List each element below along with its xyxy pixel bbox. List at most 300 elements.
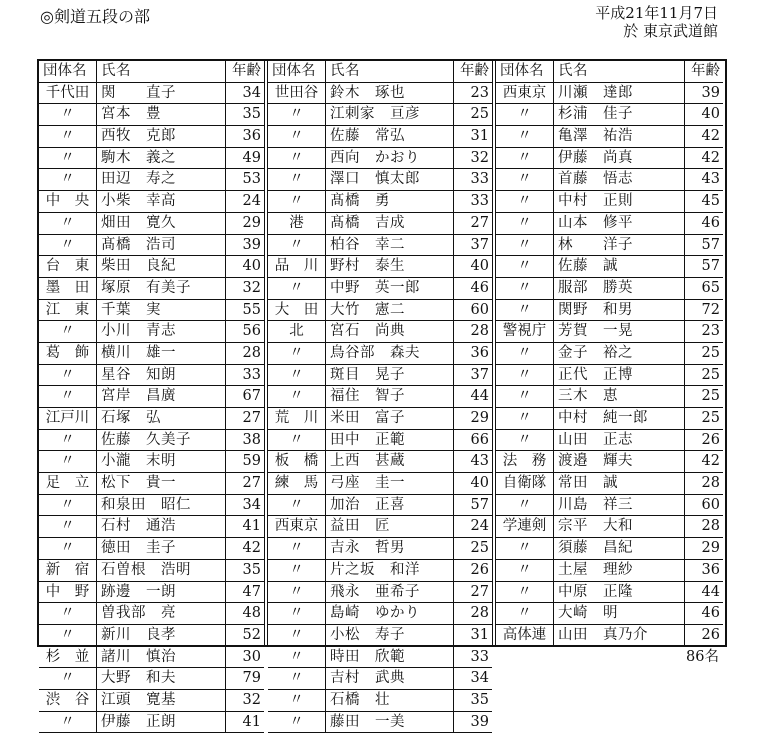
table-row bbox=[39, 690, 264, 712]
name-cell: 川島 祥三 bbox=[554, 495, 685, 516]
age-cell: 55 bbox=[242, 301, 261, 318]
table-row bbox=[39, 169, 264, 191]
table-row bbox=[496, 213, 723, 235]
table-row bbox=[496, 538, 723, 560]
age-cell: 33 bbox=[470, 648, 489, 665]
name-cell: 米田 富子 bbox=[326, 408, 454, 429]
age-cell: 39 bbox=[701, 84, 720, 101]
table-row bbox=[268, 582, 492, 604]
age-cell: 29 bbox=[242, 214, 261, 231]
table-row bbox=[496, 104, 723, 126]
table-header-row bbox=[268, 61, 492, 83]
table-row bbox=[496, 582, 723, 604]
name-cell: 髙橋 吉成 bbox=[326, 213, 454, 234]
event-venue: 於 東京武道館 bbox=[623, 22, 718, 40]
name-cell: 藤田 一美 bbox=[326, 712, 454, 733]
name-cell: 時田 欣範 bbox=[326, 647, 454, 668]
group-cell: 〃 bbox=[496, 235, 554, 256]
table-row bbox=[268, 625, 492, 647]
age-cell: 25 bbox=[701, 388, 720, 405]
table-row bbox=[39, 213, 264, 235]
name-cell: 佐藤 久美子 bbox=[97, 430, 226, 451]
age-cell: 41 bbox=[242, 518, 261, 535]
group-cell: 〃 bbox=[268, 343, 326, 364]
age-cell: 46 bbox=[701, 214, 720, 231]
age-cell: 53 bbox=[242, 171, 261, 188]
table-row bbox=[496, 603, 723, 625]
table-row bbox=[39, 300, 264, 322]
age-cell: 65 bbox=[701, 279, 720, 296]
group-cell: 〃 bbox=[268, 538, 326, 559]
table-row bbox=[496, 495, 723, 517]
name-cell: 新川 良孝 bbox=[97, 625, 226, 646]
group-cell: 〃 bbox=[496, 365, 554, 386]
name-cell: 川瀬 達郎 bbox=[554, 83, 685, 104]
age-cell: 43 bbox=[701, 171, 720, 188]
age-cell: 23 bbox=[470, 84, 489, 101]
age-cell: 48 bbox=[242, 605, 261, 622]
group-cell: 〃 bbox=[496, 603, 554, 624]
table-row bbox=[496, 256, 723, 278]
table-row bbox=[268, 538, 492, 560]
age-cell: 30 bbox=[242, 648, 261, 665]
name-cell: 中原 正隆 bbox=[554, 582, 685, 603]
table-row bbox=[39, 582, 264, 604]
table-column-2 bbox=[264, 61, 492, 730]
age-cell: 25 bbox=[701, 410, 720, 426]
name-cell: 大崎 明 bbox=[554, 603, 685, 624]
name-cell: 三木 恵 bbox=[554, 386, 685, 407]
age-cell: 60 bbox=[470, 301, 489, 318]
group-cell: 中 野 bbox=[39, 582, 97, 603]
name-cell: 山田 正志 bbox=[554, 430, 685, 451]
table-row bbox=[268, 148, 492, 170]
age-cell: 41 bbox=[242, 713, 261, 730]
group-cell: 練 馬 bbox=[268, 473, 326, 494]
age-cell: 33 bbox=[470, 171, 489, 188]
group-cell: 〃 bbox=[39, 538, 97, 559]
table-row bbox=[268, 386, 492, 408]
group-cell: 〃 bbox=[268, 560, 326, 581]
name-cell: 伊藤 尚真 bbox=[554, 148, 685, 169]
group-cell: 警視庁 bbox=[496, 321, 554, 342]
group-cell: 〃 bbox=[39, 386, 97, 407]
group-cell: 世田谷 bbox=[268, 83, 326, 104]
age-cell: 37 bbox=[470, 236, 489, 253]
table-row bbox=[39, 386, 264, 408]
age-cell: 35 bbox=[470, 691, 489, 708]
age-cell: 25 bbox=[701, 344, 720, 361]
name-cell: 常田 誠 bbox=[554, 473, 685, 494]
table-row bbox=[496, 430, 723, 452]
age-cell: 32 bbox=[242, 279, 261, 296]
name-cell: 大竹 憲二 bbox=[326, 300, 454, 321]
table-row bbox=[268, 647, 492, 669]
age-cell: 27 bbox=[242, 410, 261, 426]
age-cell: 32 bbox=[470, 149, 489, 166]
table-row bbox=[268, 712, 492, 733]
table-row bbox=[496, 235, 723, 257]
group-cell: 〃 bbox=[39, 148, 97, 169]
table-row bbox=[39, 495, 264, 517]
group-cell: 〃 bbox=[496, 430, 554, 451]
name-cell: 吉村 武典 bbox=[326, 668, 454, 689]
age-cell: 67 bbox=[242, 388, 261, 405]
name-cell: 宮岸 昌廣 bbox=[97, 386, 226, 407]
table-row bbox=[268, 408, 492, 430]
age-cell: 26 bbox=[701, 626, 720, 643]
group-cell: 江戸川 bbox=[39, 408, 97, 429]
name-cell: 小松 寿子 bbox=[326, 625, 454, 646]
age-cell: 24 bbox=[242, 193, 261, 210]
name-cell: 小川 青志 bbox=[97, 321, 226, 342]
name-cell: 佐藤 常弘 bbox=[326, 126, 454, 147]
name-cell: 和泉田 昭仁 bbox=[97, 495, 226, 516]
age-cell: 52 bbox=[242, 626, 261, 643]
total-row bbox=[496, 647, 723, 669]
name-cell: 駒木 義之 bbox=[97, 148, 226, 169]
group-cell: 〃 bbox=[268, 169, 326, 190]
age-cell: 47 bbox=[242, 583, 261, 600]
name-cell: 跡邊 一朗 bbox=[97, 582, 226, 603]
table-row bbox=[39, 148, 264, 170]
name-cell: 福住 智子 bbox=[326, 386, 454, 407]
table-row bbox=[39, 408, 264, 430]
name-cell: 澤口 慎太郎 bbox=[326, 169, 454, 190]
group-cell: 〃 bbox=[496, 538, 554, 559]
table-row bbox=[496, 473, 723, 495]
table-row bbox=[268, 278, 492, 300]
age-cell: 28 bbox=[470, 323, 489, 340]
group-cell: 〃 bbox=[39, 451, 97, 472]
table-row bbox=[39, 430, 264, 452]
table-row bbox=[268, 668, 492, 690]
table-row bbox=[39, 560, 264, 582]
table-row bbox=[39, 256, 264, 278]
age-cell: 42 bbox=[242, 540, 261, 557]
table-row bbox=[496, 191, 723, 213]
group-cell: 杉 並 bbox=[39, 647, 97, 668]
table-row bbox=[39, 365, 264, 387]
name-cell: 石村 通浩 bbox=[97, 516, 226, 537]
table-row bbox=[496, 148, 723, 170]
name-cell: 斑目 晃子 bbox=[326, 365, 454, 386]
group-cell: 千代田 bbox=[39, 83, 97, 104]
table-row bbox=[268, 343, 492, 365]
table-row bbox=[39, 451, 264, 473]
name-cell: 服部 勝英 bbox=[554, 278, 685, 299]
name-cell: 宮石 尚典 bbox=[326, 321, 454, 342]
table-row bbox=[268, 213, 492, 235]
group-cell: 〃 bbox=[496, 278, 554, 299]
group-cell: 〃 bbox=[496, 213, 554, 234]
name-cell: 宗平 大和 bbox=[554, 516, 685, 537]
age-cell: 25 bbox=[470, 540, 489, 557]
age-cell: 39 bbox=[470, 713, 489, 730]
age-cell: 45 bbox=[701, 193, 720, 210]
name-cell: 佐藤 誠 bbox=[554, 256, 685, 277]
age-cell: 24 bbox=[470, 518, 489, 535]
table-row bbox=[268, 473, 492, 495]
results-table bbox=[37, 59, 727, 730]
table-row bbox=[268, 690, 492, 712]
age-cell: 27 bbox=[470, 214, 489, 231]
group-cell: 西東京 bbox=[496, 83, 554, 104]
table-row bbox=[268, 83, 492, 105]
name-cell: 石塚 弘 bbox=[97, 408, 226, 429]
table-row bbox=[496, 126, 723, 148]
group-cell: 高体連 bbox=[496, 625, 554, 646]
group-cell: 〃 bbox=[496, 300, 554, 321]
group-cell: 〃 bbox=[268, 625, 326, 646]
table-row bbox=[268, 603, 492, 625]
table-row bbox=[39, 104, 264, 126]
group-cell: 〃 bbox=[39, 668, 97, 689]
group-cell: 〃 bbox=[268, 495, 326, 516]
table-row bbox=[496, 300, 723, 322]
age-cell: 26 bbox=[470, 561, 489, 578]
age-cell: 44 bbox=[470, 388, 489, 405]
name-cell: 柏谷 幸二 bbox=[326, 235, 454, 256]
age-cell: 46 bbox=[701, 605, 720, 622]
name-cell: 西向 かおり bbox=[326, 148, 454, 169]
group-cell: 〃 bbox=[39, 495, 97, 516]
table-header-row bbox=[496, 61, 723, 83]
group-cell: 〃 bbox=[496, 343, 554, 364]
age-cell: 57 bbox=[701, 236, 720, 253]
group-cell: 墨 田 bbox=[39, 278, 97, 299]
name-cell: 関 直子 bbox=[97, 83, 226, 104]
header-group: 団体名 bbox=[496, 61, 554, 82]
group-cell: 〃 bbox=[268, 582, 326, 603]
name-cell: 千葉 実 bbox=[97, 300, 226, 321]
age-cell: 42 bbox=[701, 128, 720, 145]
group-cell: 〃 bbox=[268, 430, 326, 451]
group-cell: 〃 bbox=[268, 712, 326, 733]
age-cell: 42 bbox=[701, 149, 720, 166]
name-cell: 杉浦 佳子 bbox=[554, 104, 685, 125]
table-row bbox=[268, 104, 492, 126]
table-row bbox=[268, 560, 492, 582]
group-cell: 〃 bbox=[496, 386, 554, 407]
age-cell: 37 bbox=[470, 366, 489, 383]
age-cell: 79 bbox=[242, 670, 261, 687]
table-row bbox=[268, 495, 492, 517]
table-row bbox=[39, 343, 264, 365]
group-cell: 自衛隊 bbox=[496, 473, 554, 494]
group-cell: 品 川 bbox=[268, 256, 326, 277]
group-cell: 板 橋 bbox=[268, 451, 326, 472]
name-cell: 林 洋子 bbox=[554, 235, 685, 256]
header-age: 年齢 bbox=[691, 63, 720, 79]
table-row bbox=[39, 321, 264, 343]
group-cell: 葛 飾 bbox=[39, 343, 97, 364]
group-cell: 港 bbox=[268, 213, 326, 234]
name-cell: 島崎 ゆかり bbox=[326, 603, 454, 624]
group-cell: 〃 bbox=[39, 625, 97, 646]
header-name: 氏名 bbox=[326, 61, 454, 82]
group-cell: 〃 bbox=[496, 408, 554, 429]
age-cell: 40 bbox=[701, 106, 720, 123]
table-row bbox=[268, 300, 492, 322]
group-cell: 中 央 bbox=[39, 191, 97, 212]
name-cell: 加治 正喜 bbox=[326, 495, 454, 516]
table-row bbox=[496, 343, 723, 365]
age-cell: 57 bbox=[470, 496, 489, 513]
name-cell: 上西 甚蔵 bbox=[326, 451, 454, 472]
name-cell: 曽我部 亮 bbox=[97, 603, 226, 624]
group-cell: 〃 bbox=[496, 169, 554, 190]
group-cell: 〃 bbox=[39, 712, 97, 733]
name-cell: 江刺家 亘彦 bbox=[326, 104, 454, 125]
table-row bbox=[268, 256, 492, 278]
table-row bbox=[39, 625, 264, 647]
age-cell: 72 bbox=[701, 301, 720, 318]
age-cell: 23 bbox=[701, 323, 720, 340]
table-row bbox=[39, 603, 264, 625]
group-cell: 〃 bbox=[39, 126, 97, 147]
age-cell: 31 bbox=[470, 128, 489, 145]
group-cell: 新 宿 bbox=[39, 560, 97, 581]
age-cell: 39 bbox=[242, 236, 261, 253]
name-cell: 石曽根 浩明 bbox=[97, 560, 226, 581]
table-row bbox=[39, 516, 264, 538]
name-cell: 伊藤 正朗 bbox=[97, 712, 226, 733]
name-cell: 鈴木 琢也 bbox=[326, 83, 454, 104]
table-row bbox=[39, 473, 264, 495]
group-cell: 〃 bbox=[496, 560, 554, 581]
age-cell: 49 bbox=[242, 149, 261, 166]
group-cell: 〃 bbox=[496, 126, 554, 147]
table-row bbox=[496, 386, 723, 408]
age-cell: 42 bbox=[701, 453, 720, 470]
age-cell: 25 bbox=[701, 366, 720, 383]
table-row bbox=[268, 321, 492, 343]
age-cell: 36 bbox=[242, 128, 261, 145]
group-cell: 〃 bbox=[268, 386, 326, 407]
name-cell: 髙橋 浩司 bbox=[97, 235, 226, 256]
name-cell: 小柴 幸高 bbox=[97, 191, 226, 212]
table-column-3 bbox=[492, 61, 723, 665]
name-cell: 畑田 寛久 bbox=[97, 213, 226, 234]
name-cell: 田辺 寿之 bbox=[97, 169, 226, 190]
age-cell: 36 bbox=[701, 561, 720, 578]
table-row bbox=[39, 712, 264, 733]
group-cell: 西東京 bbox=[268, 516, 326, 537]
name-cell: 徳田 圭子 bbox=[97, 538, 226, 559]
table-row bbox=[39, 647, 264, 669]
age-cell: 28 bbox=[701, 475, 720, 492]
table-row bbox=[39, 538, 264, 560]
age-cell: 40 bbox=[470, 258, 489, 275]
age-cell: 36 bbox=[470, 344, 489, 361]
age-cell: 34 bbox=[242, 496, 261, 513]
age-cell: 29 bbox=[470, 410, 489, 426]
group-cell: 〃 bbox=[268, 126, 326, 147]
name-cell: 塚原 有美子 bbox=[97, 278, 226, 299]
group-cell: 足 立 bbox=[39, 473, 97, 494]
name-cell: 小瀧 末明 bbox=[97, 451, 226, 472]
age-cell: 34 bbox=[242, 84, 261, 101]
age-cell: 59 bbox=[242, 453, 261, 470]
name-cell: 田中 正範 bbox=[326, 430, 454, 451]
table-row bbox=[268, 169, 492, 191]
name-cell: 亀澤 祐浩 bbox=[554, 126, 685, 147]
table-row bbox=[496, 625, 723, 647]
header-age: 年齢 bbox=[460, 63, 489, 79]
age-cell: 32 bbox=[242, 691, 261, 708]
age-cell: 40 bbox=[470, 475, 489, 492]
group-cell: 〃 bbox=[39, 235, 97, 256]
name-cell: 大野 和夫 bbox=[97, 668, 226, 689]
age-cell: 38 bbox=[242, 431, 261, 448]
table-column-1 bbox=[39, 61, 264, 730]
name-cell: 金子 裕之 bbox=[554, 343, 685, 364]
name-cell: 諸川 慎治 bbox=[97, 647, 226, 668]
table-row bbox=[39, 278, 264, 300]
group-cell: 〃 bbox=[39, 516, 97, 537]
group-cell: 〃 bbox=[268, 104, 326, 125]
table-row bbox=[268, 516, 492, 538]
group-cell: 〃 bbox=[268, 191, 326, 212]
header-name: 氏名 bbox=[554, 61, 685, 82]
age-cell: 28 bbox=[470, 605, 489, 622]
age-cell: 28 bbox=[242, 344, 261, 361]
age-cell: 44 bbox=[701, 583, 720, 600]
table-row bbox=[39, 83, 264, 105]
name-cell: 飛永 亜希子 bbox=[326, 582, 454, 603]
group-cell: 法 務 bbox=[496, 451, 554, 472]
table-row bbox=[268, 430, 492, 452]
group-cell: 〃 bbox=[496, 191, 554, 212]
header-group: 団体名 bbox=[39, 61, 97, 82]
group-cell: 〃 bbox=[39, 213, 97, 234]
age-cell: 60 bbox=[701, 496, 720, 513]
age-cell: 35 bbox=[242, 561, 261, 578]
table-row bbox=[268, 451, 492, 473]
table-header-row bbox=[39, 61, 264, 83]
header-name: 氏名 bbox=[97, 61, 226, 82]
table-row bbox=[268, 235, 492, 257]
group-cell: 〃 bbox=[268, 278, 326, 299]
age-cell: 43 bbox=[470, 453, 489, 470]
total-count: 86名 bbox=[686, 648, 719, 665]
group-cell: 〃 bbox=[496, 104, 554, 125]
table-row bbox=[496, 365, 723, 387]
name-cell: 鳥谷部 森夫 bbox=[326, 343, 454, 364]
name-cell: 関野 和男 bbox=[554, 300, 685, 321]
table-row bbox=[496, 408, 723, 430]
group-cell: 〃 bbox=[268, 235, 326, 256]
name-cell: 野村 泰生 bbox=[326, 256, 454, 277]
page-title: ◎剣道五段の部 bbox=[40, 7, 150, 26]
name-cell: 西牧 克郎 bbox=[97, 126, 226, 147]
table-row bbox=[496, 83, 723, 105]
table-row bbox=[39, 191, 264, 213]
name-cell: 中村 正則 bbox=[554, 191, 685, 212]
age-cell: 28 bbox=[701, 518, 720, 535]
event-date: 平成21年11月7日 bbox=[595, 4, 718, 22]
name-cell: 中村 純一郎 bbox=[554, 408, 685, 429]
table-row bbox=[268, 191, 492, 213]
name-cell: 片之坂 和洋 bbox=[326, 560, 454, 581]
age-cell: 31 bbox=[470, 626, 489, 643]
name-cell: 星谷 知朗 bbox=[97, 365, 226, 386]
age-cell: 46 bbox=[470, 279, 489, 296]
table-row bbox=[496, 169, 723, 191]
age-cell: 66 bbox=[470, 431, 489, 448]
name-cell: 土屋 理紗 bbox=[554, 560, 685, 581]
